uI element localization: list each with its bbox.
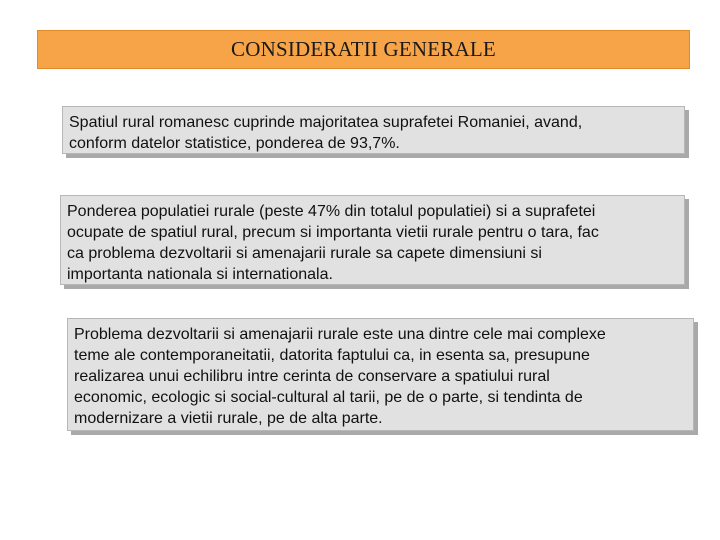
paragraph-rural-area: Spatiul rural romanesc cuprinde majoritatea suprafetei Romaniei, avand, conform datelor statistice, ponderea de 93,7%.: [69, 114, 583, 152]
text-box-rural-population: [60, 195, 685, 285]
text-box-rural-development: [67, 318, 694, 431]
text-box-rural-area: [62, 106, 685, 154]
slide-title-bar: [37, 30, 690, 69]
slide-title: CONSIDERATII GENERALE: [231, 37, 496, 61]
paragraph-rural-population: Ponderea populatiei rurale (peste 47% din totalul populatiei) si a suprafetei ocupate de spatiul rural, precum si importanta vietii rurale pentru o tara, fac ca problema dezvoltarii si amenajarii rurale sa capete dimensiuni si importanta nationala si internationala.: [67, 203, 599, 283]
paragraph-rural-development: Problema dezvoltarii si amenajarii rurale este una dintre cele mai complexe teme ale contemporaneitatii, datorita faptului ca, in esenta sa, presupune realizarea unui echilibru intre cerinta de conservare a spatiului rural economic, ecologic si social-cultural al tarii, pe de o parte, si tendinta de modernizare a vietii rurale, pe de alta parte.: [74, 326, 606, 427]
